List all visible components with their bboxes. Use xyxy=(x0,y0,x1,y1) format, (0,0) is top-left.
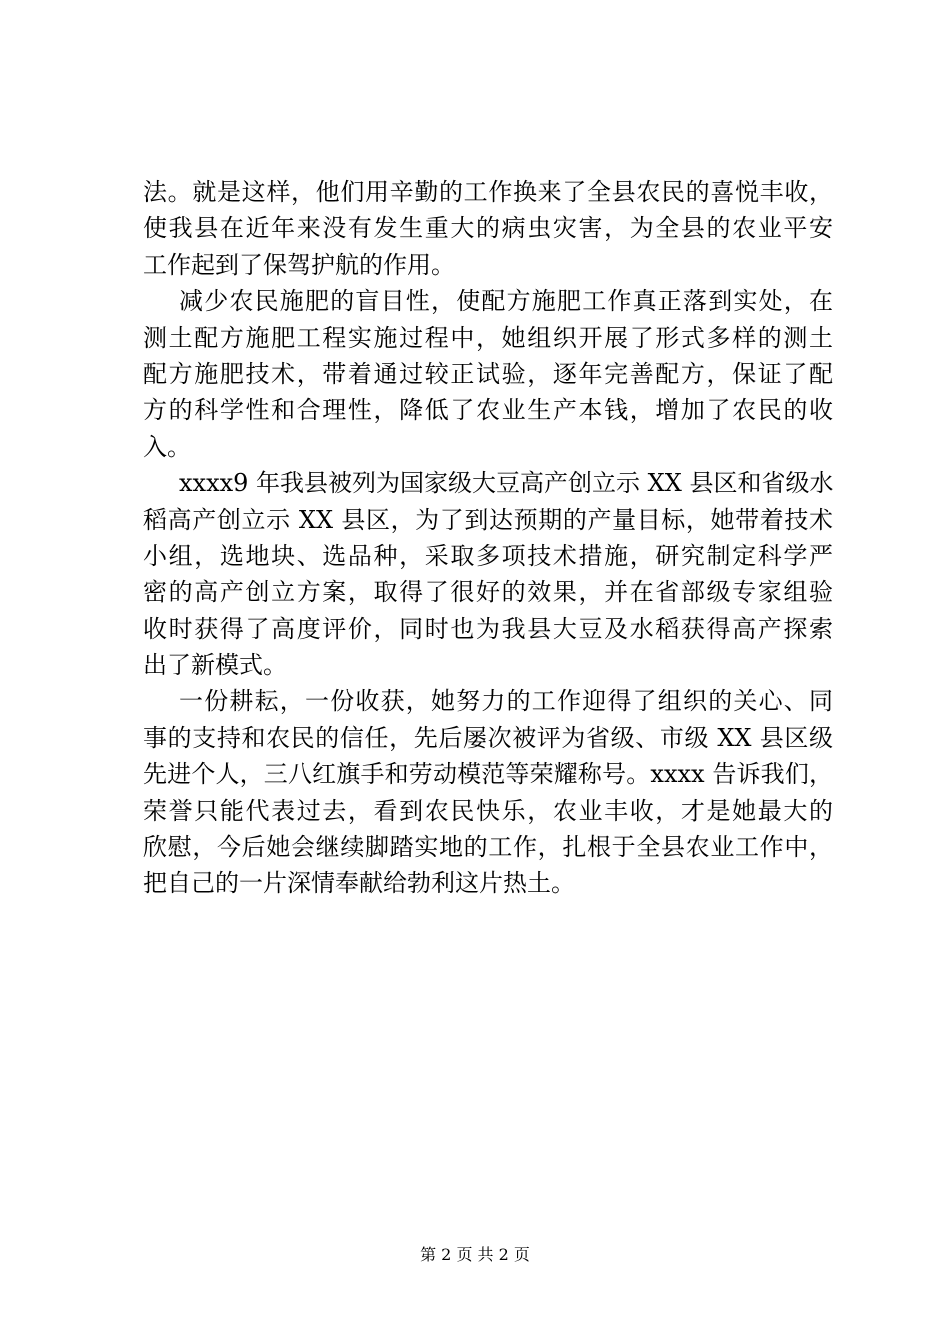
text-line: 把自己的一片深情奉献给勃利这片热土。 xyxy=(143,869,575,898)
paragraph-3 xyxy=(143,465,833,683)
document-body xyxy=(143,174,833,902)
text-line: 事的支持和农民的信任，先后屡次被评为省级、市级 XX 县区级 xyxy=(143,723,833,752)
text-line: 测土配方施肥工程实施过程中，她组织开展了形式多样的测土 xyxy=(143,323,833,352)
text-line: 先进个人，三八红旗手和劳动模范等荣耀称号。xxxx 告诉我们， xyxy=(143,760,833,789)
text-line: 入。 xyxy=(143,432,191,461)
paragraph-2 xyxy=(143,283,833,465)
text-line: 收时获得了高度评价，同时也为我县大豆及水稻获得高产探索 xyxy=(143,614,833,643)
text-line: 一份耕耘，一份收获，她努力的工作迎得了组织的关心、同 xyxy=(179,687,833,716)
text-line: 减少农民施肥的盲目性，使配方施肥工作真正落到实处，在 xyxy=(179,287,833,316)
text-line: 法。就是这样，他们用辛勤的工作换来了全县农民的喜悦丰收， xyxy=(143,178,833,206)
text-line: 使我县在近年来没有发生重大的病虫灾害，为全县的农业平安 xyxy=(143,214,833,243)
text-line: 小组，选地块、选品种，采取多项技术措施，研究制定科学严 xyxy=(143,541,833,570)
text-line: 配方施肥技术，带着通过较正试验，逐年完善配方，保证了配 xyxy=(143,359,833,388)
page-footer xyxy=(0,1243,950,1267)
text-line: 欣慰，今后她会继续脚踏实地的工作，扎根于全县农业工作中， xyxy=(143,833,833,862)
text-line: 出了新模式。 xyxy=(143,651,287,680)
text-line: 方的科学性和合理性，降低了农业生产本钱，增加了农民的收 xyxy=(143,396,833,425)
page-number: 第 2 页 共 2 页 xyxy=(420,1245,530,1264)
paragraph-1 xyxy=(143,174,833,283)
text-line: 稻高产创立示 XX 县区，为了到达预期的产量目标，她带着技术 xyxy=(143,505,833,534)
paragraph-4 xyxy=(143,683,833,901)
text-line: xxxx9 年我县被列为国家级大豆高产创立示 XX 县区和省级水 xyxy=(179,469,834,498)
text-line: 工作起到了保驾护航的作用。 xyxy=(143,250,455,279)
text-line: 荣誉只能代表过去，看到农民快乐，农业丰收，才是她最大的 xyxy=(143,796,833,825)
text-line: 密的高产创立方案，取得了很好的效果，并在省部级专家组验 xyxy=(143,578,833,607)
